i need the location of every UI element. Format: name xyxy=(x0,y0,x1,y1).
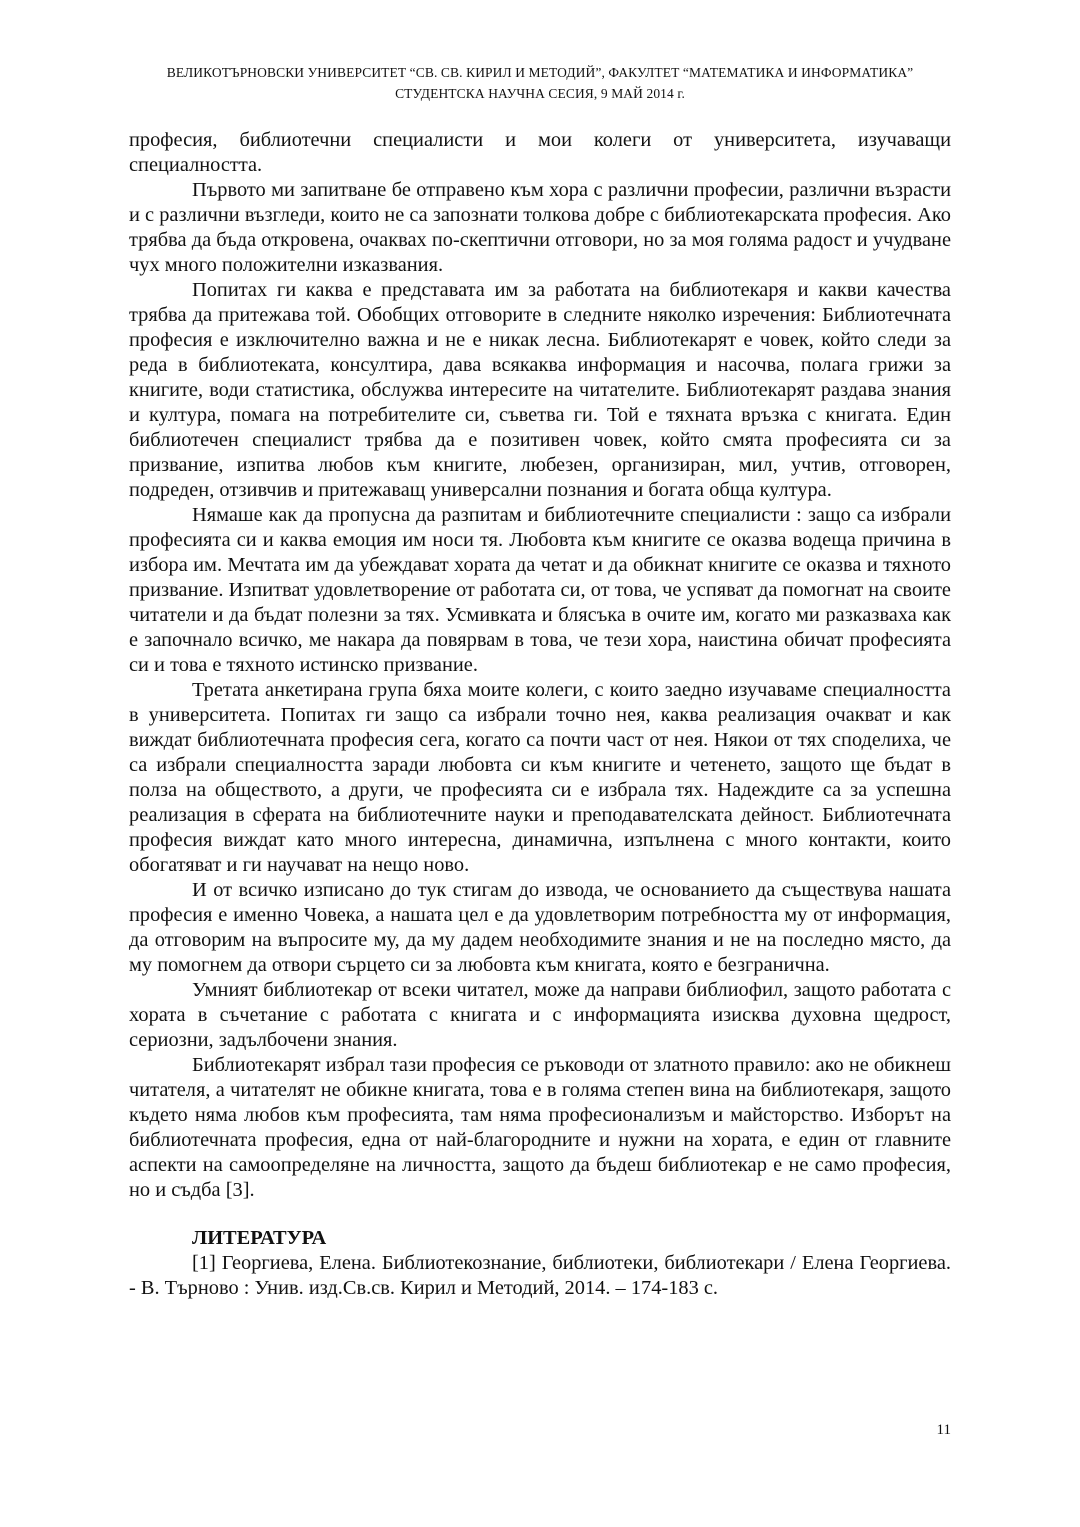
header-session-line: СТУДЕНТСКА НАУЧНА СЕСИЯ, 9 МАЙ 2014 г. xyxy=(395,86,685,101)
article-body xyxy=(129,128,951,1301)
paragraph-colleagues-survey: Третата анкетирана група бяха моите колеги, с които заедно изучаваме специалността в университета. Попитах ги защо са избрали точно нея, каква реализация очакват и как виждат библиотечната професия сега, когато са почти част от нея. Някои от тях споделиха, че са избрали специалността заради любовта си към книгите и четенето, защото ще бъдат в полза на обществото, а други, че професията си е избрала тях. Надеждите са за успешна реализация в сферата на библиотечните науки и преподавателската дейност. Библиотечната професия виждат като много интересна, динамична, изпълнена с много контакти, които обогатяват и ги научават на нещо ново. xyxy=(129,679,951,876)
paragraph-continuation: професия, библиотечни специалисти и мои колеги от университета, изучаващи специалността. xyxy=(129,129,951,176)
paragraph-librarian-qualities: Попитах ги каква е представата им за работата на библиотекаря и какви качества трябва да притежава той. Обобщих отговорите в следните няколко изречения: Библиотечната професия е изключително важна и не е никак лесна. Библиотекарят е човек, който следи за реда в библиотеката, консултира, дава всякаква информация и насочва, полага грижи за книгите, води статистика, обслужва интересите на читателите. Библиотекарят раздава знания и култура, помага на потребителите си, съветва ги. Той е тяхната връзка с книгата. Един библиотечен специалист трябва да е позитивен човек, който смята професията си за призвание, изпитва любов към книгите, любезен, организиран, мил, учтив, отговорен, подреден, отзивчив и притежаващ универсални познания и богата обща култура. xyxy=(129,279,951,501)
paragraph-smart-librarian: Умният библиотекар от всеки читател, може да направи библиофил, защото работата с хората в съчетание с работата с книгата и с информацията изисква духовна щедрост, сериозни, задълбочени знания. xyxy=(129,979,951,1051)
paragraph-library-specialists: Нямаше как да пропусна да разпитам и библиотечните специалисти : защо са избрали професията си и каква емоция им носи тя. Любовта към книгите се оказва водеща причина в избора им. Мечтата им да убеждават хората да четат и да обикнат книгите се оказва и тяхното призвание. Изпитват удовлетворение от работата си, от това, че успяват да помогнат на своите читатели и да бъдат полезни за тях. Усмивката и блясъка в очите им, когато ми разказваха как е започнало всичко, ме накара да повярвам в това, че тези хора, наистина обичат професията си и това е тяхното истинско призвание. xyxy=(129,504,951,676)
running-header xyxy=(0,62,1080,104)
page-number: 11 xyxy=(936,1422,951,1438)
literature-heading: ЛИТЕРАТУРА xyxy=(192,1227,327,1249)
paragraph-first-survey: Първото ми запитване бе отправено към хора с различни професии, различни възрасти и с различни възгледи, които не са запознати толкова добре с библиотекарската професия. Ако трябва да бъда откровена, очаквах по-скептични отговори, но за моя голяма радост и учудване чух много положителни изказвания. xyxy=(129,179,951,276)
paragraph-conclusion: И от всичко изписано до тук стигам до извода, че основанието да съществува нашата професия е именно Човека, а нашата цел е да удовлетворим потребността му от информация, да отговорим на въпросите му, да му дадем необходимите знания и не на последно място, да му помогнем да отвори сърцето си за любовта към книгата, която е безгранична. xyxy=(129,879,951,976)
paragraph-golden-rule: Библиотекарят избрал тази професия се ръководи от златното правило: ако не обикнеш читателя, а читателят не обикне книгата, това е в голяма степен вина на библиотекаря, защото където няма любов към професията, там няма професионализъм и майсторство. Изборът на библиотечната професия, една от най-благородните и нужни на хората, е един от главните аспекти на самоопределяне на личността, защото да бъдеш библиотекар е не само професия, но и съдба [3]. xyxy=(129,1054,951,1201)
header-university-line: ВЕЛИКОТЪРНОВСКИ УНИВЕРСИТЕТ “СВ. СВ. КИРИЛ И МЕТОДИЙ”, ФАКУЛТЕТ “МАТЕМАТИКА И ИНФОРМАТИКА” xyxy=(166,65,914,80)
literature-entry: [1] Георгиева, Елена. Библиотекознание, библиотеки, библиотекари / Елена Георгиева. - В. Търново : Унив. изд.Св.св. Кирил и Методий, 2014. – 174-183 с. xyxy=(129,1252,951,1299)
